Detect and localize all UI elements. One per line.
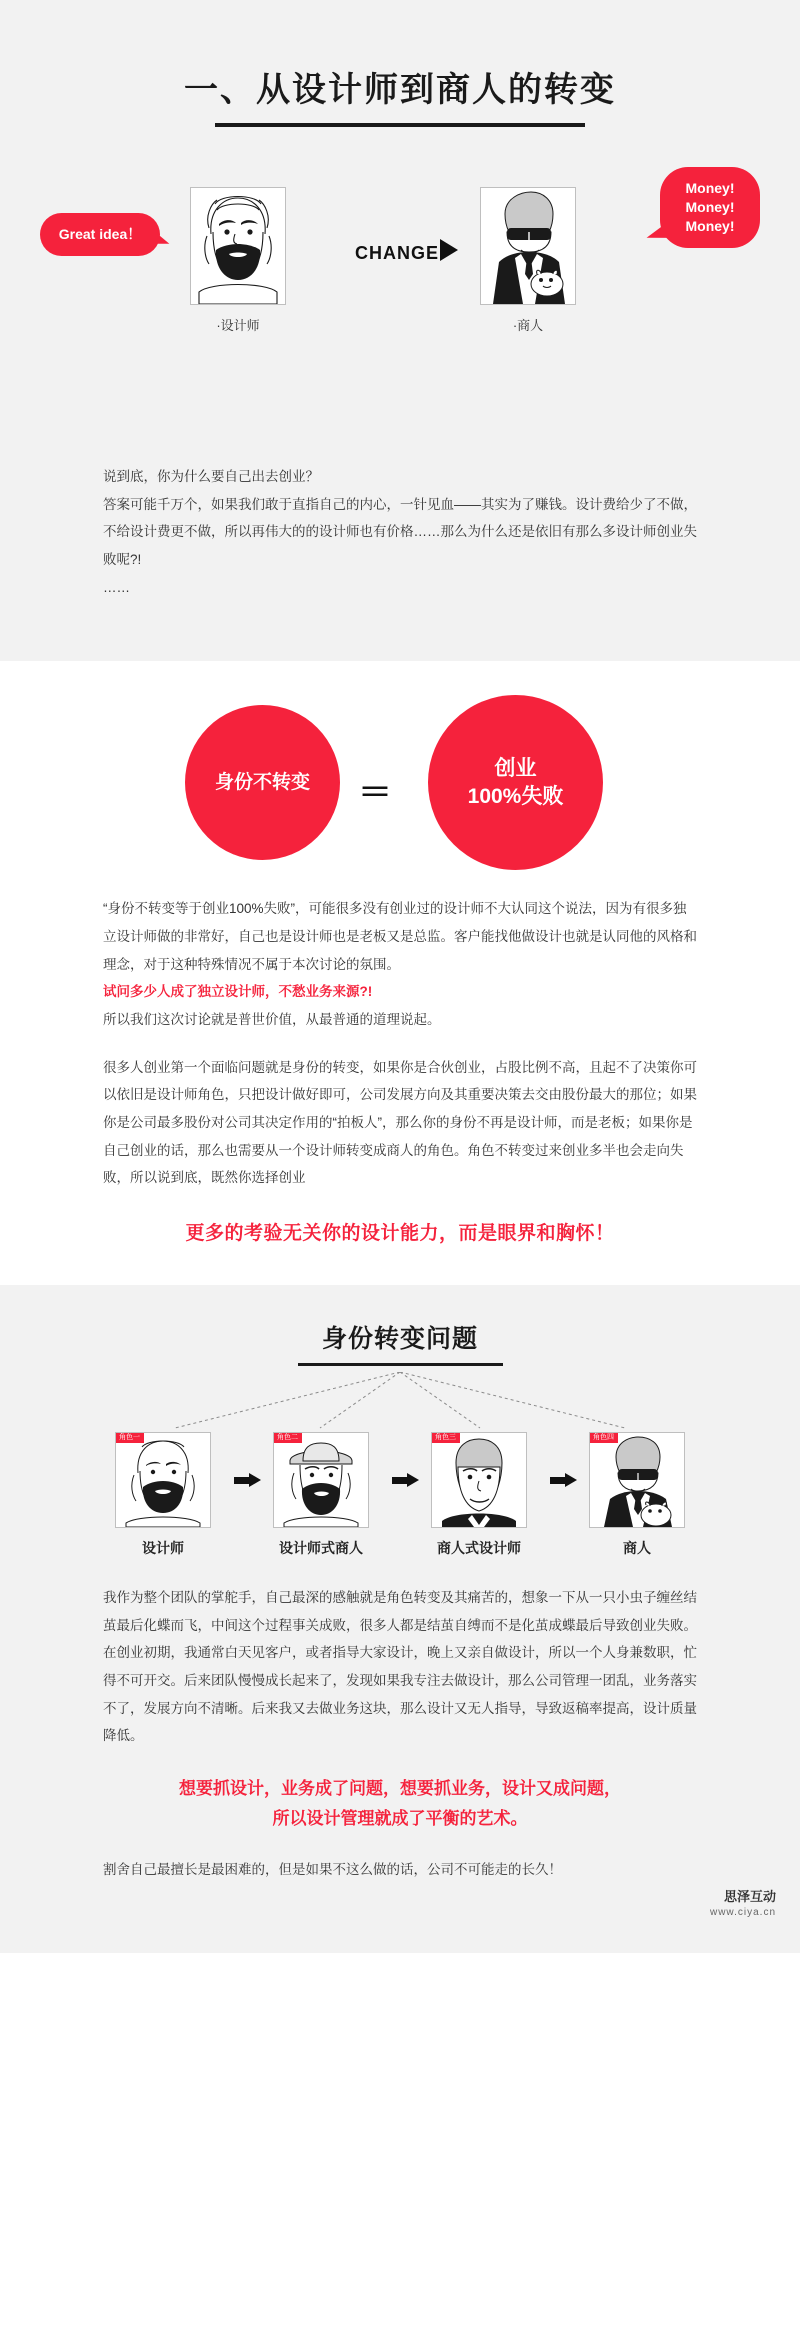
- watermark-brand: 思泽互动: [723, 1889, 776, 1905]
- equation-diagram: [0, 687, 800, 887]
- section-designer-to-businessman: [0, 0, 800, 661]
- section3-title-text: 身份转变问题: [321, 1325, 478, 1354]
- section2-red-question: 试问多少人成了独立设计师，不愁业务来源?!: [103, 984, 373, 1000]
- section3-paragraph: 我作为整个团队的掌舵手，自己最深的感触就是角色转变及其痛苦的，想象一下从一只小虫子缠丝结茧最后化蝶而飞，中间这个过程事关成败，很多人都是结茧自缚而不是化茧成蝶最后导致创业失败。在创业初期，我通常白天见客户，或者指导大家设计，晚上又亲自做设计，所以一个人身兼数职，忙得不可开交。后来团队慢慢成长起来了，发现如果我专注去做设计，那么公司管理一团乱，业务落实不了，发展方向不清晰。后来我又去做业务这块，那么设计又无人指导，导致返稿率提高，设计质量降低。: [103, 1590, 697, 1744]
- stage-label-2: 设计师式商人: [279, 1540, 363, 1557]
- stage-tag-4: 角色四: [589, 1432, 618, 1443]
- stage-item-1: [104, 1432, 222, 1558]
- section-identity-transition: [0, 1285, 800, 1953]
- section3-highlight: [50, 1774, 750, 1834]
- circle-startup-failure-line2: 100%失败: [467, 784, 564, 808]
- circle-startup-failure: [428, 695, 603, 870]
- stage-image-designer: [115, 1432, 211, 1528]
- section2-paragraph-2: 所以我们这次讨论就是普世价值，从最普通的道理说起。: [103, 1012, 441, 1028]
- section3-title: [0, 1319, 800, 1366]
- comic-illustration: [0, 167, 800, 417]
- section3-highlight-line2: 所以设计管理就成了平衡的艺术。: [272, 1808, 528, 1828]
- circle-startup-failure-line1: 创业: [494, 756, 537, 780]
- page-title: [0, 40, 800, 137]
- watermark: [0, 1883, 800, 1929]
- section3-closing-paragraph: 割舍自己最擅长是最困难的，但是如果不这么做的话，公司不可能走的长久！: [103, 1861, 562, 1877]
- section2-paragraph-1: “身份不转变等于创业100%失败”，可能很多没有创业过的设计师不大认同这个说法，因为有很多独立设计师做的非常好，自己也是设计师也是老板又是总监。客户能找他做设计也就是认同他的风格和理念，对于这种特殊情况不属于本次讨论的氛围。: [103, 901, 697, 972]
- stage-arrow-3: [538, 1432, 578, 1528]
- circle-identity-unchanged: [185, 705, 340, 860]
- stage-tag-2: 角色二: [273, 1432, 302, 1443]
- page-title-text: 一、从设计师到商人的转变: [184, 71, 616, 109]
- stage-item-3: [420, 1432, 538, 1558]
- section2-paragraph-3: 很多人创业第一个面临问题就是身份的转变，如果你是合伙创业，占股比例不高，且起不了决策你可以依旧是设计师角色，只把设计做好即可，公司发展方向及其重要决策去交由股份最大的那位；如果你是公司最多股份对公司其决定作用的“拍板人”，那么你的身份不再是设计师，而是老板；如果你是自己创业的话，那么也需要从一个设计师转变成商人的角色。角色不转变过来创业多半也会走向失败，所以说到底，既然你选择创业: [103, 1059, 697, 1186]
- stage-sequence: [0, 1432, 800, 1558]
- speech-bubble-money-line2: Money!: [685, 198, 735, 215]
- stage-image-businessman: [589, 1432, 685, 1528]
- stage-tag-1: 角色一: [115, 1432, 144, 1443]
- speech-bubble-money: [660, 167, 760, 248]
- section-identity-equation: [0, 661, 800, 1285]
- section1-body: [103, 463, 697, 601]
- stage-image-designer-businessman: [273, 1432, 369, 1528]
- portrait-businessman: [480, 187, 576, 305]
- section3-highlight-line1: 想要抓设计，业务成了问题，想要抓业务，设计又成问题，: [179, 1779, 621, 1799]
- section3-title-underline: [298, 1363, 503, 1366]
- stage-label-3: 商人式设计师: [437, 1540, 521, 1557]
- stage-image-businessman-designer: [431, 1432, 527, 1528]
- stage-arrow-1: [222, 1432, 262, 1528]
- watermark-url: www.ciya.cn: [709, 1907, 776, 1919]
- equals-sign: ＝: [358, 774, 392, 813]
- section2-body: [103, 895, 697, 1192]
- section1-paragraph-1: 说到底，你为什么要自己出去创业？: [103, 469, 319, 484]
- section1-paragraph-2: 答案可能千万个，如果我们敢于直指自己的内心，一针见血——其实为了赚钱。设计费给少了不做，不给设计费更不做，所以再伟大的的设计师也有价格……那么为什么还是依旧有那么多设计师创业失败呢?!: [103, 496, 697, 568]
- stage-tag-3: 角色三: [431, 1432, 460, 1443]
- speech-bubble-idea: [40, 213, 160, 256]
- speech-bubble-idea-text: Great idea！: [58, 226, 142, 242]
- speech-bubble-money-line1: Money!: [685, 180, 735, 196]
- section1-paragraph-3: ……: [103, 579, 130, 595]
- change-arrow-icon: [440, 239, 458, 261]
- title-underline: [215, 123, 585, 127]
- stage-label-4: 商人: [623, 1540, 651, 1557]
- portrait-designer: [190, 187, 286, 305]
- stage-item-2: [262, 1432, 380, 1558]
- tree-connector-lines: [0, 1372, 800, 1432]
- change-label: CHANGE: [355, 243, 440, 263]
- speech-bubble-money-line3: Money!: [685, 217, 735, 234]
- section3-body: [103, 1584, 697, 1750]
- section2-highlight: 更多的考验无关你的设计能力，而是眼界和胸怀！: [185, 1223, 615, 1245]
- circle-identity-unchanged-text: 身份不转变: [214, 772, 310, 794]
- stage-arrow-2: [380, 1432, 420, 1528]
- stage-item-4: [578, 1432, 696, 1558]
- caption-businessman: ·商人: [512, 318, 544, 333]
- caption-designer: ·设计师: [216, 318, 260, 333]
- stage-label-1: 设计师: [142, 1540, 184, 1557]
